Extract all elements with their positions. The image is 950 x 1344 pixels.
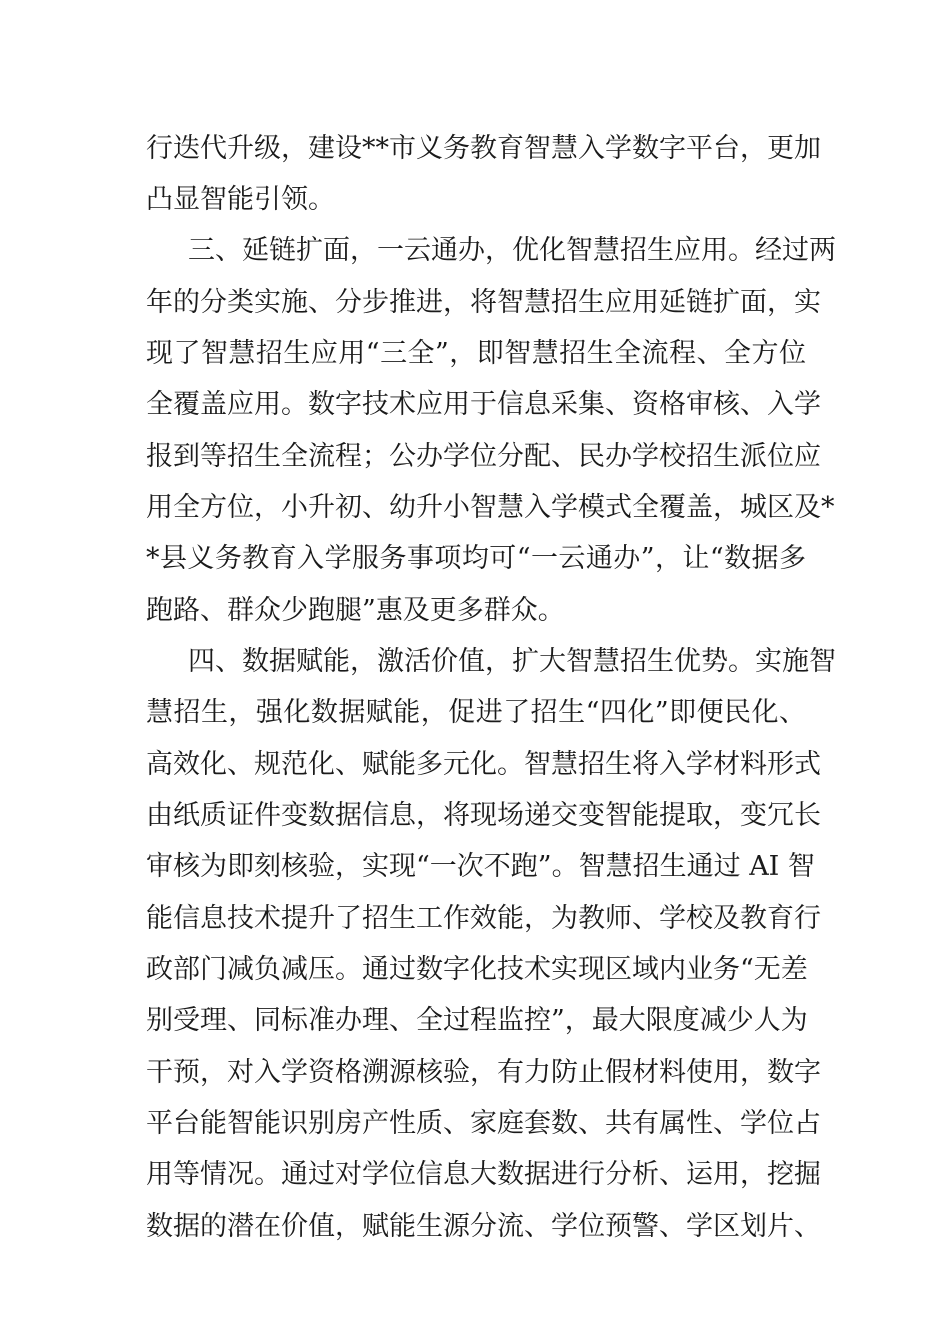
text-line: 凸显智能引领。 [146,184,335,215]
text-line: 跑路、群众少跑腿”惠及更多群众。 [146,595,565,626]
text-line: 由纸质证件变数据信息，将现场递交变智能提取，变冗长 [146,800,821,831]
paragraph-heading-line: 三、延链扩面，一云通办，优化智慧招生应用。经过两 [188,235,836,266]
text-line: 高效化、规范化、赋能多元化。智慧招生将入学材料形式 [146,749,821,780]
text-line: 报到等招生全流程；公办学位分配、民办学校招生派位应 [146,441,821,472]
text-line: 数据的潜在价值，赋能生源分流、学位预警、学区划片、 [146,1211,821,1242]
text-line: *县义务教育入学服务事项均可“一云通办”，让“数据多 [146,543,806,574]
text-line: 现了智慧招生应用“三全”，即智慧招生全流程、全方位 [146,338,806,369]
text-line: 全覆盖应用。数字技术应用于信息采集、资格审核、入学 [146,389,821,420]
paragraph-heading-line: 四、数据赋能，激活价值，扩大智慧招生优势。实施智 [188,646,836,677]
text-line: 行迭代升级，建设**市义务教育智慧入学数字平台，更加 [146,133,821,164]
text-line: 政部门减负减压。通过数字化技术实现区域内业务“无差 [146,954,808,985]
text-line: 能信息技术提升了招生工作效能，为教师、学校及教育行 [146,903,821,934]
text-line: 干预，对入学资格溯源核验，有力防止假材料使用，数字 [146,1057,821,1088]
text-line: 用全方位，小升初、幼升小智慧入学模式全覆盖，城区及* [146,492,835,523]
text-line: 平台能智能识别房产性质、家庭套数、共有属性、学位占 [146,1108,821,1139]
text-line: 慧招生，强化数据赋能，促进了招生“四化”即便民化、 [146,697,806,728]
text-line: 审核为即刻核验，实现“一次不跑”。智慧招生通过 AI 智 [146,851,815,882]
text-line: 别受理、同标准办理、全过程监控”，最大限度减少人为 [146,1005,808,1036]
text-line: 年的分类实施、分步推进，将智慧招生应用延链扩面，实 [146,287,821,318]
text-line: 用等情况。通过对学位信息大数据进行分析、运用，挖掘 [146,1159,821,1190]
